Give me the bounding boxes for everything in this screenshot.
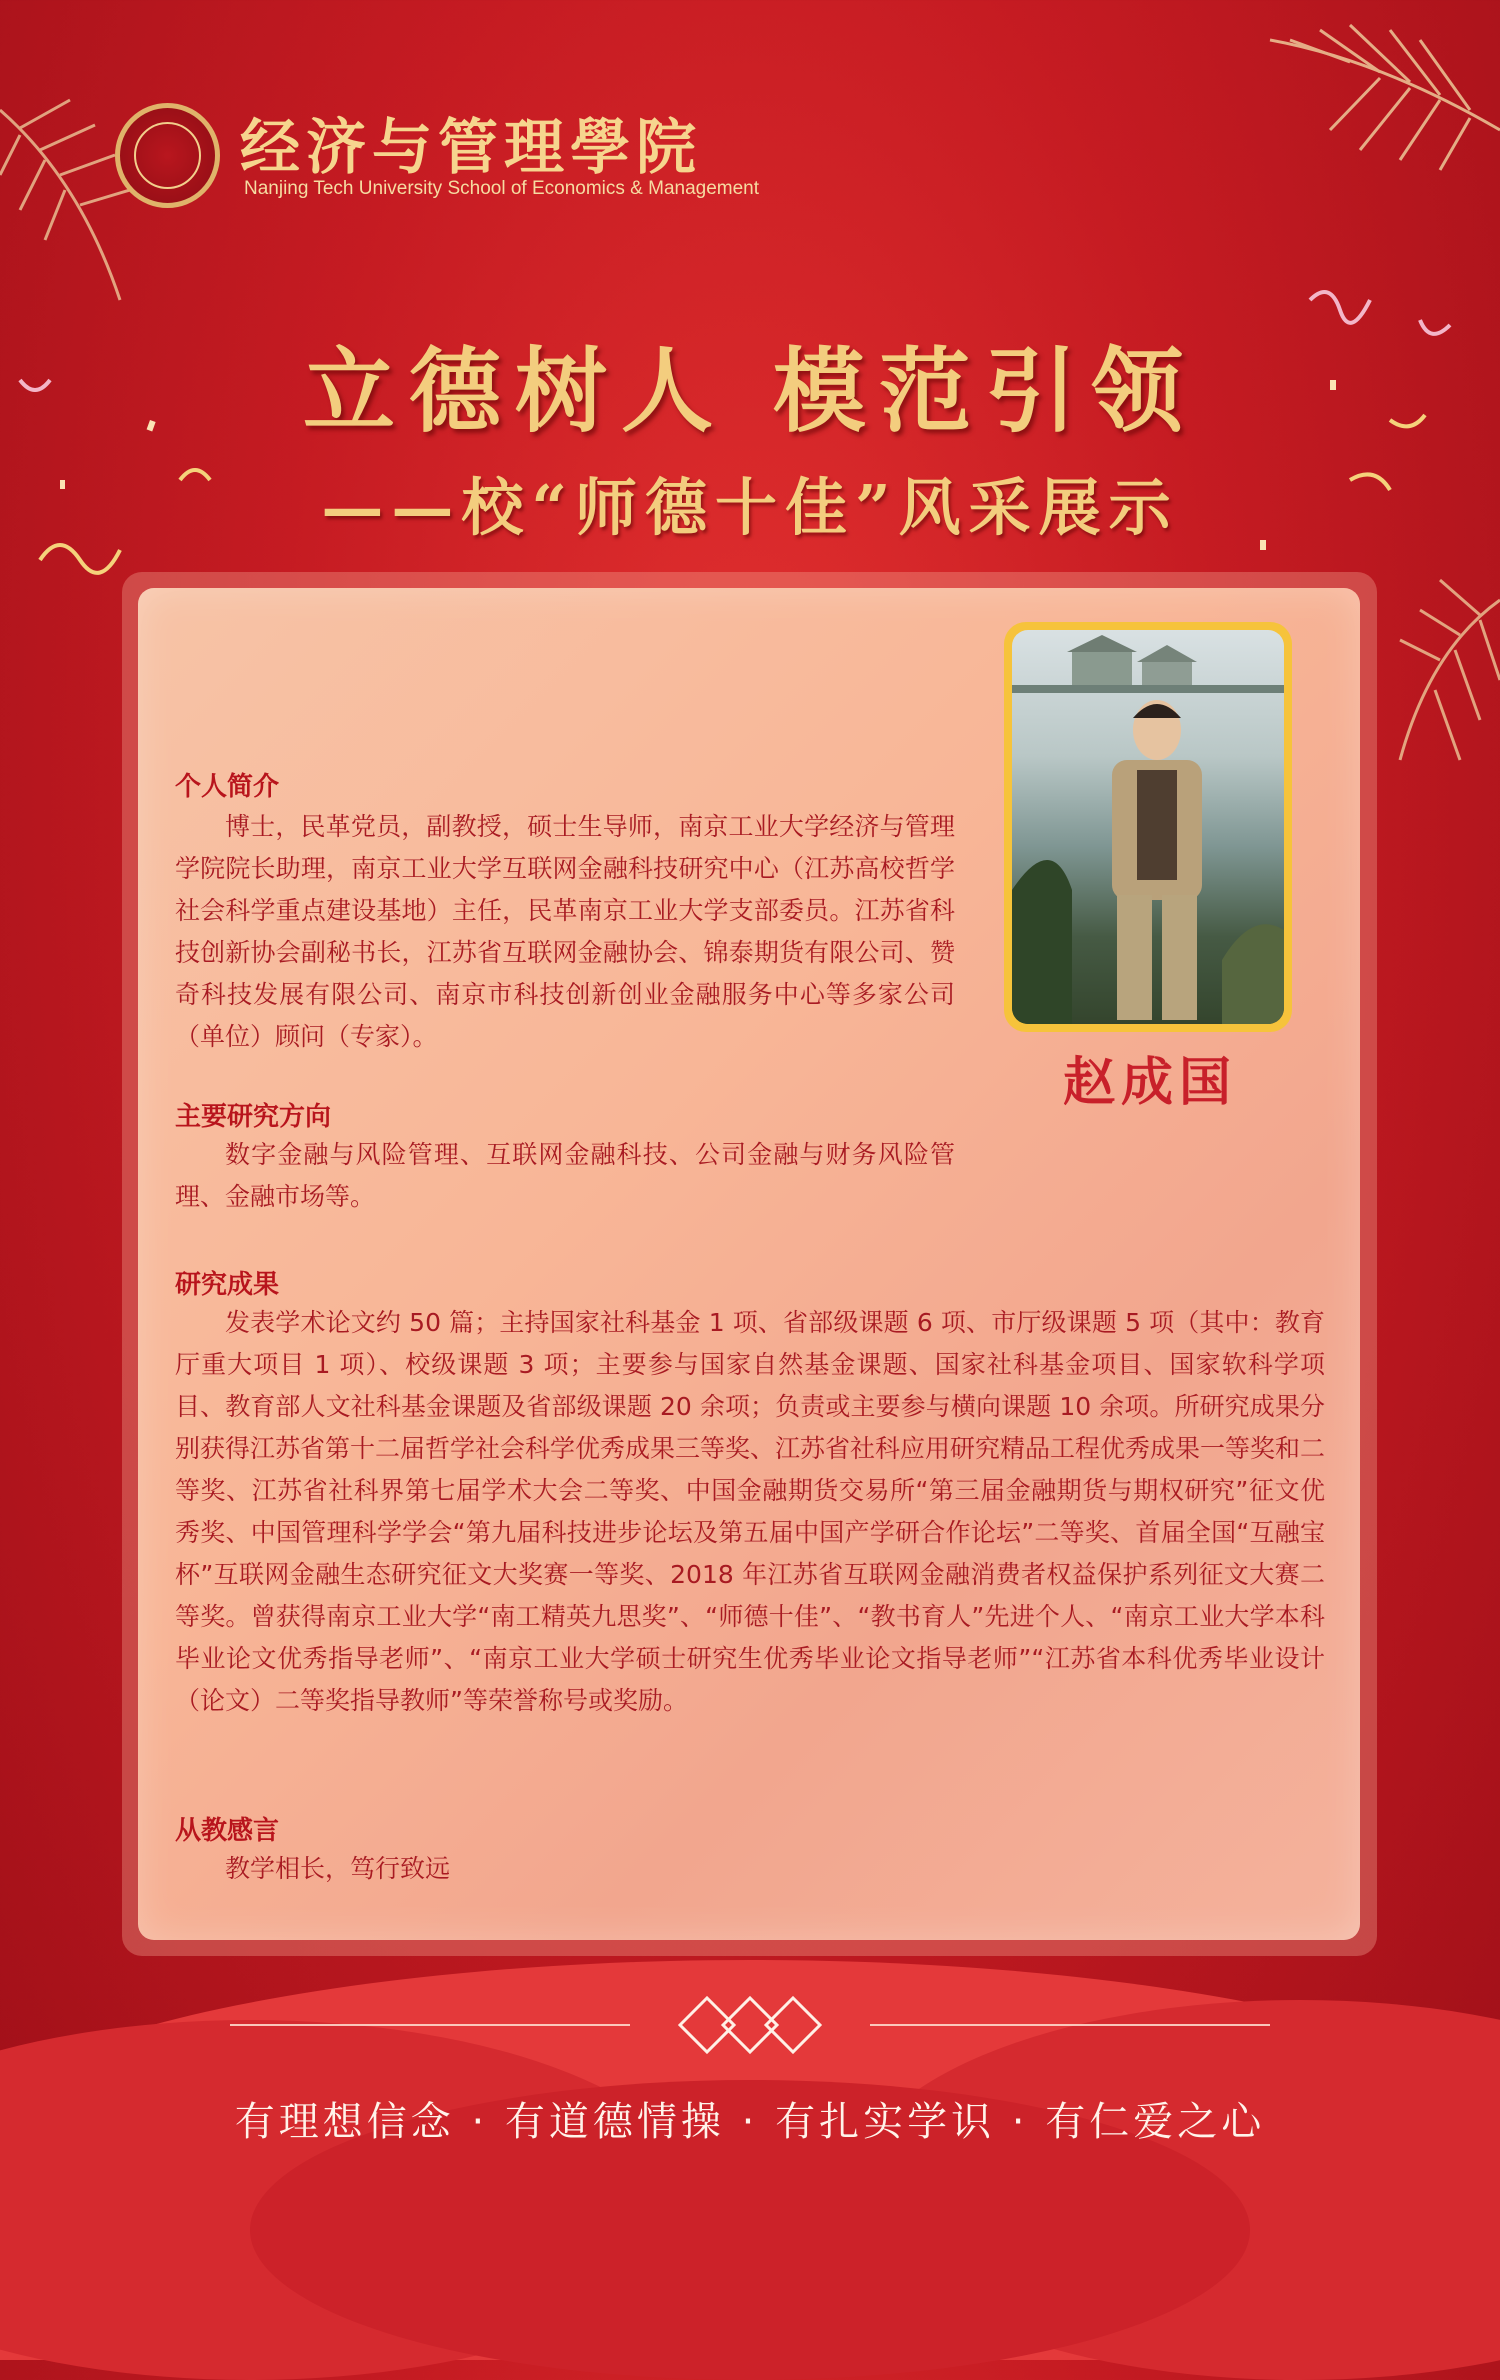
footer-slogan: 有理想信念 · 有道德情操 · 有扎实学识 · 有仁爱之心 [234, 2099, 1266, 2145]
poster-title: 立德树人 模范引领 [302, 337, 1198, 445]
section-heading-research: 主要研究方向 [175, 1102, 332, 1132]
school-logo-seal [115, 103, 220, 208]
section-body-achievements: 发表学术论文约 50 篇；主持国家社科基金 1 项、省部级课题 6 项、市厅级课题 5 项（其中：教育厅重大项目 1 项）、校级课题 3 项；主要参与国家自然基金课题、国家社科基金项目、国家软科学项目、教育部人文社科基金课题及省部级课题 20 余项；负责或主要参与横向课题 10 余项。所研究成果分别获得江苏省第十二届哲学社会科学优秀成果三等奖、江苏省社科应用研究精品工程优秀成果一等奖和二等奖、江苏省社科界第七届学术大会二等奖、中国金融期货交易所“第三届金融期货与期权研究”征文优秀奖、中国管理科学学会“第九届科技进步论坛及第五届中国产学研合作论坛”二等奖、首届全国“互融宝杯”互联网金融生态研究征文大奖赛一等奖、2018 年江苏省互联网金融消费者权益保护系列征文大赛二等奖。曾获得南京工业大学“南工精英九思奖”、“师德十佳”、“教书育人”先进个人、“南京工业大学本科毕业论文优秀指导老师”、“南京工业大学硕士研究生优秀毕业论文指导老师”“江苏省本科优秀毕业设计（论文）二等奖指导教师”等荣誉称号或奖励。 [175, 1308, 1326, 1715]
school-name-en: Nanjing Tech University School of Economics & Management [244, 178, 760, 199]
portrait-photo [1012, 630, 1284, 1024]
bottom-divider-right [870, 2024, 1270, 2026]
school-name-cn: 经济与管理學院 [240, 113, 702, 183]
palm-leaf-top-right-icon [1270, 25, 1500, 170]
section-heading-motto: 从教感言 [175, 1816, 280, 1846]
teacher-name: 赵成国 [1062, 1052, 1237, 1113]
bottom-divider-left [230, 2024, 630, 2026]
section-body-research: 数字金融与风险管理、互联网金融科技、公司金融与财务风险管理、金融市场等。 [175, 1140, 955, 1211]
section-heading-intro: 个人简介 [175, 772, 280, 802]
section-heading-achievements: 研究成果 [175, 1270, 280, 1300]
portrait-photo-illustration [1012, 630, 1284, 1024]
palm-leaf-right-icon [1400, 580, 1500, 760]
palm-leaf-left-icon [0, 100, 130, 300]
section-body-intro: 博士，民革党员，副教授，硕士生导师，南京工业大学经济与管理学院院长助理，南京工业大学互联网金融科技研究中心（江苏高校哲学社会科学重点建设基地）主任，民革南京工业大学支部委员。江苏省科技创新协会副秘书长，江苏省互联网金融协会、锦泰期货有限公司、赞奇科技发展有限公司、南京市科技创新创业金融服务中心等多家公司（单位）顾问（专家）。 [175, 812, 955, 1051]
diamond-ornament-icon [670, 1988, 830, 2062]
section-body-motto: 教学相长，笃行致远 [225, 1854, 451, 1883]
portrait-photo-frame [1004, 622, 1292, 1032]
poster-subtitle: ——校“师德十佳”风采展示 [321, 471, 1179, 544]
